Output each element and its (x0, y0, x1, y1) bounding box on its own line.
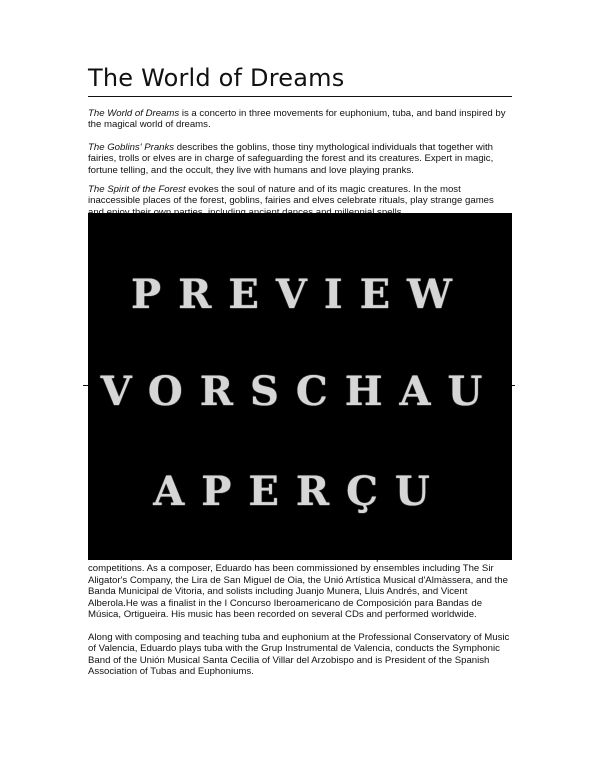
watermark-preview: PREVIEW (131, 271, 469, 318)
watermark-vorschau: VORSCHAU (100, 368, 500, 415)
biography-final-paragraph: Along with composing and teaching tuba and euphonium at the Professional Conservatory of Music of Valencia, Eduardo plays tuba with the Grup Instrumental de Valencia, conducts the Symphonic Band of the Unión Musical Santa Cecilia of Villar del Arzobispo and is President of the Spanish Association of Tubas and Euphoniums. (88, 632, 510, 678)
movement-two-text: evokes the soul of nature and of its magic creatures. In the most inaccessible places of the forest, goblins, fairies and elves celebrate rituals, play strange games (88, 184, 494, 207)
preview-watermark-overlay (88, 213, 512, 560)
movement-one-text: describes the goblins, those tiny mythological individuals that together with fairies, trolls or elves are in charge of safeguarding the forest and its creatures. Expert in magic, fortune telling, and the occult, they live with humans and love playing pranks. (88, 142, 494, 176)
biography-paragraph: competitions. As a composer, Eduardo has been commissioned by ensembles including The Sir Aligator's Company, the Lira de San Miguel de Oia, the Unió Artística Musical d'Almàssera, and the Banda Municipal de Vitoria, and solists including Juanjo Munera, Lluis Andrés, and Vicent Alberola.He was a finalist in the I Concurso Iberoamericano de Composición para Bandas de Música, Ortigueira. His music has been recorded on several CDs and performed worldwide. (88, 563, 508, 621)
intro-text: is a concerto in three movements for euphonium, tuba, and band inspired by the magical world of dreams. (88, 108, 506, 131)
intro-paragraph (88, 108, 512, 131)
title-underline (88, 96, 512, 97)
watermark-apercu: APERÇU (153, 468, 447, 515)
movement-one-paragraph (88, 142, 512, 176)
page-title: The World of Dreams (88, 64, 345, 92)
intro-work-title: The World of Dreams (88, 108, 180, 119)
movement-two-title: The Spirit of the Forest (88, 184, 186, 195)
movement-one-title: The Goblins' Pranks (88, 142, 175, 153)
